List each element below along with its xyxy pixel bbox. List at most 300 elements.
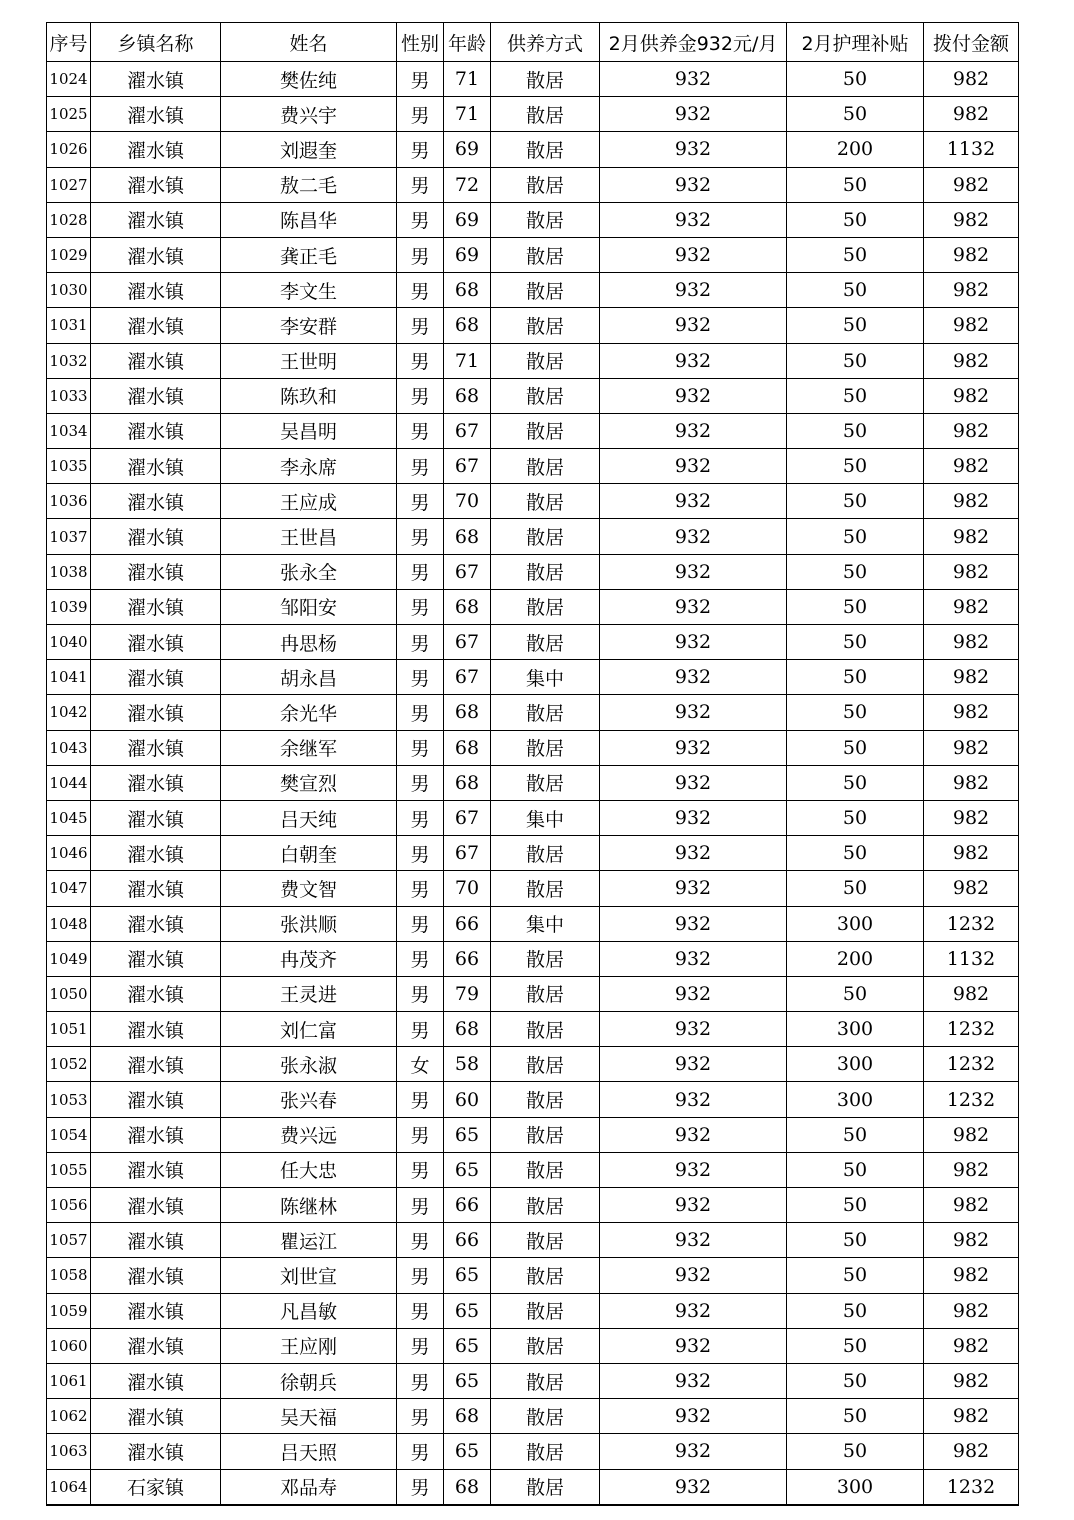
cell-town: 濯水镇 bbox=[91, 1188, 221, 1223]
cell-total-amount: 982 bbox=[924, 730, 1019, 765]
table-row bbox=[47, 202, 1019, 237]
cell-care-subsidy: 50 bbox=[787, 273, 924, 308]
cell-total-amount: 982 bbox=[924, 660, 1019, 695]
cell-gender: 男 bbox=[397, 625, 444, 660]
cell-name: 王应成 bbox=[221, 484, 397, 519]
cell-gender: 男 bbox=[397, 343, 444, 378]
table-row bbox=[47, 765, 1019, 800]
cell-support-fund: 932 bbox=[600, 484, 787, 519]
cell-name: 邓品寿 bbox=[221, 1469, 397, 1505]
table-row bbox=[47, 906, 1019, 941]
cell-seq: 1025 bbox=[47, 97, 91, 132]
cell-age: 69 bbox=[444, 202, 491, 237]
cell-gender: 男 bbox=[397, 976, 444, 1011]
cell-support-fund: 932 bbox=[600, 1012, 787, 1047]
cell-age: 66 bbox=[444, 906, 491, 941]
cell-support-type: 散居 bbox=[491, 202, 600, 237]
cell-seq: 1054 bbox=[47, 1117, 91, 1152]
cell-seq: 1031 bbox=[47, 308, 91, 343]
cell-support-fund: 932 bbox=[600, 1469, 787, 1505]
cell-support-fund: 932 bbox=[600, 167, 787, 202]
cell-support-type: 散居 bbox=[491, 1117, 600, 1152]
cell-support-type: 散居 bbox=[491, 97, 600, 132]
cell-seq: 1043 bbox=[47, 730, 91, 765]
cell-care-subsidy: 50 bbox=[787, 167, 924, 202]
cell-care-subsidy: 50 bbox=[787, 1223, 924, 1258]
cell-gender: 男 bbox=[397, 871, 444, 906]
cell-age: 68 bbox=[444, 589, 491, 624]
cell-seq: 1052 bbox=[47, 1047, 91, 1082]
cell-support-fund: 932 bbox=[600, 695, 787, 730]
cell-support-fund: 932 bbox=[600, 906, 787, 941]
cell-name: 徐朝兵 bbox=[221, 1363, 397, 1398]
cell-support-fund: 932 bbox=[600, 413, 787, 448]
subsidy-table bbox=[46, 22, 1019, 1506]
cell-name: 龚正毛 bbox=[221, 237, 397, 272]
cell-name: 樊佐纯 bbox=[221, 62, 397, 97]
table-row bbox=[47, 1469, 1019, 1505]
cell-town: 濯水镇 bbox=[91, 1399, 221, 1434]
table-row bbox=[47, 1399, 1019, 1434]
cell-town: 濯水镇 bbox=[91, 1293, 221, 1328]
cell-name: 白朝奎 bbox=[221, 836, 397, 871]
cell-gender: 男 bbox=[397, 589, 444, 624]
cell-support-type: 散居 bbox=[491, 1082, 600, 1117]
cell-name: 敖二毛 bbox=[221, 167, 397, 202]
table-row bbox=[47, 836, 1019, 871]
cell-support-type: 散居 bbox=[491, 237, 600, 272]
cell-town: 濯水镇 bbox=[91, 519, 221, 554]
cell-support-type: 散居 bbox=[491, 625, 600, 660]
cell-town: 濯水镇 bbox=[91, 273, 221, 308]
cell-gender: 男 bbox=[397, 1293, 444, 1328]
cell-seq: 1033 bbox=[47, 378, 91, 413]
cell-care-subsidy: 50 bbox=[787, 589, 924, 624]
cell-seq: 1064 bbox=[47, 1469, 91, 1505]
cell-care-subsidy: 50 bbox=[787, 1188, 924, 1223]
cell-gender: 男 bbox=[397, 132, 444, 167]
cell-town: 濯水镇 bbox=[91, 62, 221, 97]
cell-total-amount: 982 bbox=[924, 1434, 1019, 1469]
cell-care-subsidy: 50 bbox=[787, 976, 924, 1011]
cell-support-fund: 932 bbox=[600, 519, 787, 554]
cell-care-subsidy: 50 bbox=[787, 1328, 924, 1363]
cell-town: 濯水镇 bbox=[91, 202, 221, 237]
cell-age: 70 bbox=[444, 871, 491, 906]
cell-town: 濯水镇 bbox=[91, 871, 221, 906]
cell-age: 67 bbox=[444, 800, 491, 835]
cell-gender: 男 bbox=[397, 800, 444, 835]
table-row bbox=[47, 378, 1019, 413]
cell-total-amount: 982 bbox=[924, 1188, 1019, 1223]
cell-care-subsidy: 50 bbox=[787, 660, 924, 695]
cell-support-type: 集中 bbox=[491, 800, 600, 835]
cell-name: 陈昌华 bbox=[221, 202, 397, 237]
cell-care-subsidy: 50 bbox=[787, 484, 924, 519]
cell-seq: 1047 bbox=[47, 871, 91, 906]
table-row bbox=[47, 484, 1019, 519]
cell-name: 陈玖和 bbox=[221, 378, 397, 413]
cell-gender: 男 bbox=[397, 308, 444, 343]
cell-gender: 男 bbox=[397, 836, 444, 871]
cell-age: 68 bbox=[444, 1399, 491, 1434]
cell-age: 65 bbox=[444, 1117, 491, 1152]
cell-town: 濯水镇 bbox=[91, 449, 221, 484]
cell-seq: 1024 bbox=[47, 62, 91, 97]
cell-name: 张洪顺 bbox=[221, 906, 397, 941]
cell-town: 濯水镇 bbox=[91, 132, 221, 167]
cell-town: 濯水镇 bbox=[91, 1434, 221, 1469]
cell-support-fund: 932 bbox=[600, 308, 787, 343]
cell-name: 刘遐奎 bbox=[221, 132, 397, 167]
cell-age: 68 bbox=[444, 308, 491, 343]
cell-care-subsidy: 50 bbox=[787, 202, 924, 237]
cell-gender: 男 bbox=[397, 413, 444, 448]
cell-support-type: 散居 bbox=[491, 62, 600, 97]
cell-total-amount: 982 bbox=[924, 237, 1019, 272]
cell-support-type: 散居 bbox=[491, 519, 600, 554]
cell-support-fund: 932 bbox=[600, 765, 787, 800]
cell-total-amount: 982 bbox=[924, 1293, 1019, 1328]
cell-support-type: 散居 bbox=[491, 167, 600, 202]
cell-care-subsidy: 50 bbox=[787, 730, 924, 765]
cell-total-amount: 1232 bbox=[924, 1047, 1019, 1082]
cell-town: 濯水镇 bbox=[91, 976, 221, 1011]
cell-seq: 1039 bbox=[47, 589, 91, 624]
cell-care-subsidy: 300 bbox=[787, 1012, 924, 1047]
cell-name: 冉茂齐 bbox=[221, 941, 397, 976]
cell-age: 65 bbox=[444, 1328, 491, 1363]
cell-support-fund: 932 bbox=[600, 1328, 787, 1363]
cell-support-fund: 932 bbox=[600, 1188, 787, 1223]
table-row bbox=[47, 695, 1019, 730]
cell-gender: 男 bbox=[397, 1363, 444, 1398]
cell-town: 濯水镇 bbox=[91, 695, 221, 730]
cell-support-type: 散居 bbox=[491, 413, 600, 448]
cell-total-amount: 1132 bbox=[924, 941, 1019, 976]
table-row bbox=[47, 589, 1019, 624]
header-name: 姓名 bbox=[221, 23, 397, 62]
cell-town: 濯水镇 bbox=[91, 167, 221, 202]
cell-support-type: 散居 bbox=[491, 1223, 600, 1258]
cell-seq: 1030 bbox=[47, 273, 91, 308]
cell-name: 吴天福 bbox=[221, 1399, 397, 1434]
cell-name: 吕天纯 bbox=[221, 800, 397, 835]
table-row bbox=[47, 132, 1019, 167]
cell-total-amount: 982 bbox=[924, 1258, 1019, 1293]
table-row bbox=[47, 976, 1019, 1011]
cell-support-type: 散居 bbox=[491, 1047, 600, 1082]
cell-age: 69 bbox=[444, 132, 491, 167]
cell-name: 李安群 bbox=[221, 308, 397, 343]
cell-total-amount: 982 bbox=[924, 1152, 1019, 1187]
cell-support-fund: 932 bbox=[600, 378, 787, 413]
cell-age: 71 bbox=[444, 97, 491, 132]
cell-town: 濯水镇 bbox=[91, 1328, 221, 1363]
cell-care-subsidy: 50 bbox=[787, 343, 924, 378]
cell-support-fund: 932 bbox=[600, 660, 787, 695]
cell-gender: 男 bbox=[397, 1082, 444, 1117]
cell-name: 樊宣烈 bbox=[221, 765, 397, 800]
cell-age: 65 bbox=[444, 1293, 491, 1328]
cell-age: 67 bbox=[444, 660, 491, 695]
cell-total-amount: 982 bbox=[924, 167, 1019, 202]
table-row bbox=[47, 1117, 1019, 1152]
cell-town: 濯水镇 bbox=[91, 941, 221, 976]
table-row bbox=[47, 97, 1019, 132]
cell-care-subsidy: 50 bbox=[787, 800, 924, 835]
table-row bbox=[47, 1223, 1019, 1258]
header-age: 年龄 bbox=[444, 23, 491, 62]
cell-name: 冉思杨 bbox=[221, 625, 397, 660]
cell-age: 68 bbox=[444, 273, 491, 308]
cell-total-amount: 1232 bbox=[924, 906, 1019, 941]
cell-seq: 1059 bbox=[47, 1293, 91, 1328]
cell-care-subsidy: 50 bbox=[787, 765, 924, 800]
cell-support-type: 集中 bbox=[491, 906, 600, 941]
cell-support-fund: 932 bbox=[600, 1399, 787, 1434]
cell-gender: 男 bbox=[397, 1117, 444, 1152]
cell-gender: 男 bbox=[397, 1223, 444, 1258]
cell-name: 王世昌 bbox=[221, 519, 397, 554]
cell-care-subsidy: 300 bbox=[787, 1469, 924, 1505]
cell-gender: 男 bbox=[397, 273, 444, 308]
cell-seq: 1055 bbox=[47, 1152, 91, 1187]
table-row bbox=[47, 1363, 1019, 1398]
cell-support-type: 集中 bbox=[491, 660, 600, 695]
table-row bbox=[47, 1188, 1019, 1223]
cell-total-amount: 982 bbox=[924, 589, 1019, 624]
cell-seq: 1027 bbox=[47, 167, 91, 202]
table-row bbox=[47, 1434, 1019, 1469]
cell-support-fund: 932 bbox=[600, 1152, 787, 1187]
cell-total-amount: 1232 bbox=[924, 1082, 1019, 1117]
cell-support-type: 散居 bbox=[491, 308, 600, 343]
cell-care-subsidy: 300 bbox=[787, 1047, 924, 1082]
cell-seq: 1036 bbox=[47, 484, 91, 519]
cell-care-subsidy: 50 bbox=[787, 308, 924, 343]
table-row bbox=[47, 660, 1019, 695]
cell-gender: 男 bbox=[397, 1434, 444, 1469]
cell-total-amount: 982 bbox=[924, 836, 1019, 871]
cell-support-fund: 932 bbox=[600, 97, 787, 132]
cell-age: 67 bbox=[444, 625, 491, 660]
cell-name: 陈继林 bbox=[221, 1188, 397, 1223]
cell-name: 吕天照 bbox=[221, 1434, 397, 1469]
cell-age: 68 bbox=[444, 765, 491, 800]
cell-age: 68 bbox=[444, 1012, 491, 1047]
cell-support-fund: 932 bbox=[600, 343, 787, 378]
cell-age: 79 bbox=[444, 976, 491, 1011]
cell-support-fund: 932 bbox=[600, 1082, 787, 1117]
cell-total-amount: 982 bbox=[924, 976, 1019, 1011]
cell-care-subsidy: 300 bbox=[787, 1082, 924, 1117]
cell-support-fund: 932 bbox=[600, 62, 787, 97]
cell-support-type: 散居 bbox=[491, 132, 600, 167]
table-row bbox=[47, 449, 1019, 484]
cell-age: 70 bbox=[444, 484, 491, 519]
cell-name: 任大忠 bbox=[221, 1152, 397, 1187]
cell-total-amount: 1232 bbox=[924, 1012, 1019, 1047]
cell-gender: 男 bbox=[397, 1328, 444, 1363]
cell-total-amount: 982 bbox=[924, 871, 1019, 906]
cell-town: 濯水镇 bbox=[91, 1223, 221, 1258]
table-row bbox=[47, 871, 1019, 906]
table-row bbox=[47, 237, 1019, 272]
cell-support-type: 散居 bbox=[491, 871, 600, 906]
table-row bbox=[47, 308, 1019, 343]
cell-name: 张兴春 bbox=[221, 1082, 397, 1117]
cell-town: 濯水镇 bbox=[91, 730, 221, 765]
cell-support-type: 散居 bbox=[491, 1363, 600, 1398]
header-gender: 性别 bbox=[397, 23, 444, 62]
cell-total-amount: 982 bbox=[924, 202, 1019, 237]
cell-gender: 男 bbox=[397, 378, 444, 413]
cell-seq: 1060 bbox=[47, 1328, 91, 1363]
cell-support-type: 散居 bbox=[491, 273, 600, 308]
table-row bbox=[47, 800, 1019, 835]
cell-age: 66 bbox=[444, 1188, 491, 1223]
cell-care-subsidy: 50 bbox=[787, 97, 924, 132]
cell-total-amount: 982 bbox=[924, 1328, 1019, 1363]
table-row bbox=[47, 1152, 1019, 1187]
cell-support-type: 散居 bbox=[491, 1399, 600, 1434]
cell-name: 邹阳安 bbox=[221, 589, 397, 624]
cell-town: 濯水镇 bbox=[91, 554, 221, 589]
cell-gender: 男 bbox=[397, 730, 444, 765]
cell-support-fund: 932 bbox=[600, 132, 787, 167]
cell-name: 王灵进 bbox=[221, 976, 397, 1011]
cell-total-amount: 982 bbox=[924, 413, 1019, 448]
header-total-amount: 拨付金额 bbox=[924, 23, 1019, 62]
cell-gender: 男 bbox=[397, 554, 444, 589]
table-row bbox=[47, 1012, 1019, 1047]
cell-seq: 1029 bbox=[47, 237, 91, 272]
cell-care-subsidy: 50 bbox=[787, 871, 924, 906]
cell-seq: 1035 bbox=[47, 449, 91, 484]
table-body bbox=[47, 62, 1019, 1505]
cell-total-amount: 982 bbox=[924, 695, 1019, 730]
cell-gender: 男 bbox=[397, 1152, 444, 1187]
cell-care-subsidy: 50 bbox=[787, 519, 924, 554]
cell-care-subsidy: 50 bbox=[787, 836, 924, 871]
cell-support-fund: 932 bbox=[600, 625, 787, 660]
cell-age: 65 bbox=[444, 1152, 491, 1187]
cell-age: 71 bbox=[444, 343, 491, 378]
cell-support-type: 散居 bbox=[491, 1293, 600, 1328]
cell-gender: 男 bbox=[397, 1188, 444, 1223]
cell-support-type: 散居 bbox=[491, 976, 600, 1011]
cell-care-subsidy: 50 bbox=[787, 449, 924, 484]
cell-seq: 1062 bbox=[47, 1399, 91, 1434]
table-row bbox=[47, 1047, 1019, 1082]
cell-age: 71 bbox=[444, 62, 491, 97]
cell-gender: 男 bbox=[397, 1012, 444, 1047]
cell-name: 费文智 bbox=[221, 871, 397, 906]
cell-support-fund: 932 bbox=[600, 1258, 787, 1293]
cell-seq: 1046 bbox=[47, 836, 91, 871]
cell-name: 王应刚 bbox=[221, 1328, 397, 1363]
header-seq: 序号 bbox=[47, 23, 91, 62]
cell-support-fund: 932 bbox=[600, 273, 787, 308]
cell-total-amount: 982 bbox=[924, 765, 1019, 800]
cell-town: 濯水镇 bbox=[91, 1117, 221, 1152]
cell-total-amount: 982 bbox=[924, 449, 1019, 484]
cell-total-amount: 982 bbox=[924, 343, 1019, 378]
cell-gender: 女 bbox=[397, 1047, 444, 1082]
cell-support-type: 散居 bbox=[491, 836, 600, 871]
table-row bbox=[47, 554, 1019, 589]
cell-town: 濯水镇 bbox=[91, 1082, 221, 1117]
cell-support-fund: 932 bbox=[600, 1434, 787, 1469]
cell-gender: 男 bbox=[397, 906, 444, 941]
cell-name: 凡昌敏 bbox=[221, 1293, 397, 1328]
table-row bbox=[47, 413, 1019, 448]
cell-seq: 1028 bbox=[47, 202, 91, 237]
cell-support-type: 散居 bbox=[491, 730, 600, 765]
cell-seq: 1032 bbox=[47, 343, 91, 378]
table-row bbox=[47, 941, 1019, 976]
cell-seq: 1053 bbox=[47, 1082, 91, 1117]
cell-total-amount: 982 bbox=[924, 554, 1019, 589]
cell-support-type: 散居 bbox=[491, 1152, 600, 1187]
cell-name: 吴昌明 bbox=[221, 413, 397, 448]
cell-name: 费兴远 bbox=[221, 1117, 397, 1152]
cell-care-subsidy: 50 bbox=[787, 1258, 924, 1293]
cell-care-subsidy: 50 bbox=[787, 237, 924, 272]
cell-age: 66 bbox=[444, 1223, 491, 1258]
table-row bbox=[47, 519, 1019, 554]
cell-town: 濯水镇 bbox=[91, 660, 221, 695]
cell-seq: 1049 bbox=[47, 941, 91, 976]
table-row bbox=[47, 167, 1019, 202]
cell-age: 66 bbox=[444, 941, 491, 976]
cell-care-subsidy: 50 bbox=[787, 554, 924, 589]
cell-support-fund: 932 bbox=[600, 730, 787, 765]
cell-care-subsidy: 50 bbox=[787, 62, 924, 97]
cell-support-fund: 932 bbox=[600, 836, 787, 871]
cell-age: 67 bbox=[444, 554, 491, 589]
cell-seq: 1056 bbox=[47, 1188, 91, 1223]
cell-support-type: 散居 bbox=[491, 449, 600, 484]
table-row bbox=[47, 273, 1019, 308]
cell-seq: 1057 bbox=[47, 1223, 91, 1258]
cell-support-type: 散居 bbox=[491, 589, 600, 624]
cell-support-type: 散居 bbox=[491, 1188, 600, 1223]
table-row bbox=[47, 62, 1019, 97]
cell-care-subsidy: 50 bbox=[787, 1434, 924, 1469]
cell-total-amount: 982 bbox=[924, 273, 1019, 308]
cell-support-fund: 932 bbox=[600, 871, 787, 906]
cell-gender: 男 bbox=[397, 695, 444, 730]
cell-support-fund: 932 bbox=[600, 589, 787, 624]
cell-gender: 男 bbox=[397, 765, 444, 800]
cell-seq: 1026 bbox=[47, 132, 91, 167]
cell-town: 濯水镇 bbox=[91, 1047, 221, 1082]
cell-total-amount: 982 bbox=[924, 1117, 1019, 1152]
cell-support-fund: 932 bbox=[600, 941, 787, 976]
cell-town: 濯水镇 bbox=[91, 1258, 221, 1293]
cell-support-type: 散居 bbox=[491, 343, 600, 378]
cell-care-subsidy: 200 bbox=[787, 941, 924, 976]
cell-support-type: 散居 bbox=[491, 1434, 600, 1469]
cell-age: 68 bbox=[444, 519, 491, 554]
cell-seq: 1058 bbox=[47, 1258, 91, 1293]
cell-support-fund: 932 bbox=[600, 237, 787, 272]
cell-care-subsidy: 50 bbox=[787, 1399, 924, 1434]
cell-age: 68 bbox=[444, 695, 491, 730]
cell-care-subsidy: 50 bbox=[787, 1293, 924, 1328]
